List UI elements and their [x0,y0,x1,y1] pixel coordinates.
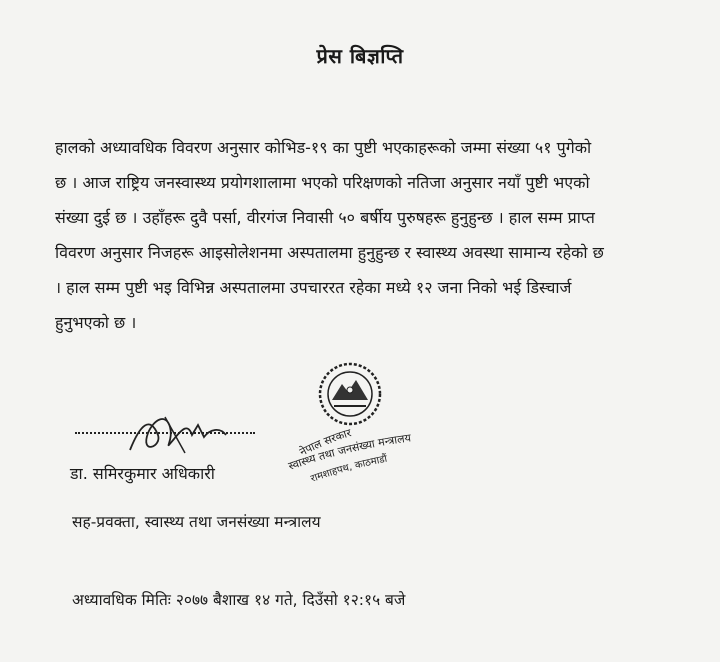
signature-image [70,405,270,465]
press-release-body [55,130,675,340]
signatory-name: डा. समिरकुमार अधिकारी [70,464,215,483]
update-timestamp: अध्यावधिक मितिः २०७७ बैशाख १४ गते, दिउँसो १२:१५ बजे [72,591,406,609]
body-line: संख्या दुई छ । उहाँहरू दुवै पर्सा, वीरगंज निवासी ५० बर्षीय पुरुषहरू हुनुहुन्छ । हाल सम्म प्राप्त [55,208,595,227]
seal-line-3: रामशाहपथ, काठमाडौं [309,453,389,485]
page-title: प्रेस बिज्ञप्ति [316,44,404,68]
body-line: हालको अध्यावधिक विवरण अनुसार कोभिड-१९ का पुष्टी भएकाहरूको जम्मा संख्या ५१ पुगेको [55,138,592,157]
body-line: विवरण अनुसार निजहरू आइसोलेशनमा अस्पतालमा हुनुहुन्छ र स्वास्थ्य अवस्था सामान्य रहेको छ [55,243,604,262]
signature-line [75,432,255,434]
body-line: छ । आज राष्ट्रिय जनस्वास्थ्य प्रयोगशालामा भएको परिक्षणको नतिजा अनुसार नयाँ पुष्टी भएको [55,173,590,192]
seal-line-1: नेपाल सरकार [297,426,353,459]
body-line: । हाल सम्म पुष्टी भइ विभिन्न अस्पतालमा उपचाररत रहेका मध्ये १२ जना निको भई डिस्चार्ज [55,278,572,297]
body-line: हुनुभएको छ । [55,313,137,332]
seal-line-2: स्वास्थ्य तथा जनसंख्या मन्त्रालय [286,431,412,473]
signatory-designation: सह-प्रवक्ता, स्वास्थ्य तथा जनसंख्या मन्त्रालय [72,513,321,531]
official-seal [272,360,442,490]
